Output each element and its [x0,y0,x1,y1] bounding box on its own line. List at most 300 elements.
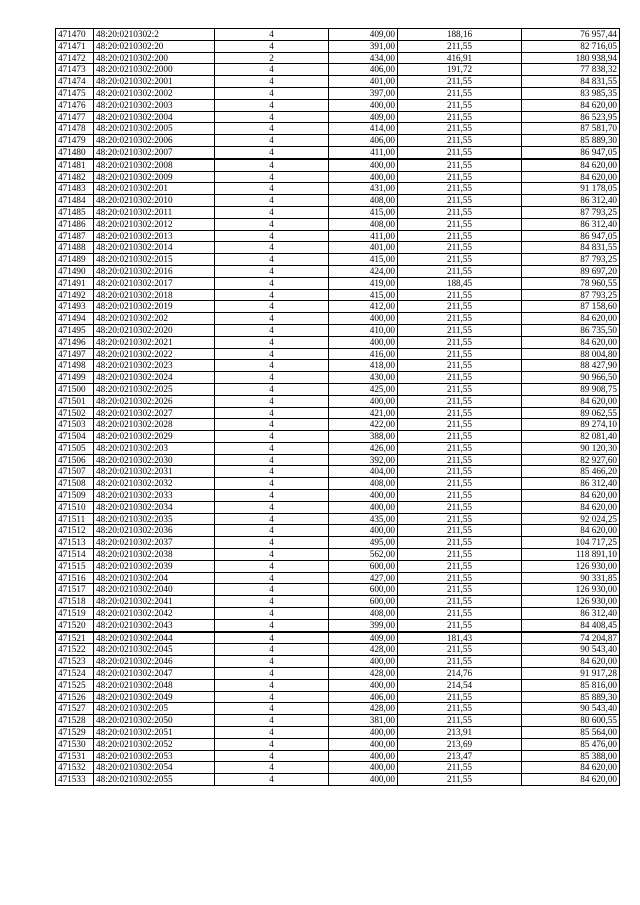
specific-value-cell: 181,43 [398,632,522,644]
specific-value-cell: 211,55 [398,76,522,88]
group-cell: 4 [215,431,329,443]
cadastral-number-cell: 48:20:0210302:2019 [94,301,215,313]
table-row [56,289,620,301]
row-number-cell: 471505 [56,442,94,454]
group-cell: 4 [215,230,329,242]
area-cell: 392,00 [329,454,398,466]
row-number-cell: 471504 [56,431,94,443]
cadastral-value-cell: 82 081,40 [522,431,620,443]
group-cell: 4 [215,501,329,513]
table-row [56,668,620,680]
cadastral-number-cell: 48:20:0210302:2006 [94,135,215,147]
cadastral-number-cell: 48:20:0210302:2053 [94,750,215,762]
table-row [56,466,620,478]
group-cell: 4 [215,715,329,727]
specific-value-cell: 211,55 [398,171,522,183]
area-cell: 409,00 [329,29,398,41]
group-cell: 4 [215,183,329,195]
group-cell: 4 [215,76,329,88]
specific-value-cell: 211,55 [398,584,522,596]
row-number-cell: 471526 [56,691,94,703]
cadastral-value-cell: 126 930,00 [522,560,620,572]
area-cell: 600,00 [329,596,398,608]
area-cell: 562,00 [329,549,398,561]
table-row [56,632,620,644]
table-row [56,762,620,774]
area-cell: 400,00 [329,762,398,774]
cadastral-value-cell: 85 476,00 [522,738,620,750]
row-number-cell: 471492 [56,289,94,301]
row-number-cell: 471496 [56,336,94,348]
specific-value-cell: 213,69 [398,738,522,750]
area-cell: 424,00 [329,265,398,277]
table-row [56,301,620,313]
cadastral-value-cell: 90 543,40 [522,644,620,656]
row-number-cell: 471532 [56,762,94,774]
row-number-cell: 471489 [56,254,94,266]
specific-value-cell: 211,55 [398,619,522,631]
table-row [56,336,620,348]
table-row [56,407,620,419]
area-cell: 411,00 [329,230,398,242]
cadastral-number-cell: 48:20:0210302:2040 [94,584,215,596]
cadastral-value-cell: 84 620,00 [522,774,620,786]
specific-value-cell: 211,55 [398,206,522,218]
cadastral-value-cell: 88 004,80 [522,348,620,360]
table-row [56,99,620,111]
group-cell: 4 [215,360,329,372]
area-cell: 404,00 [329,466,398,478]
table-row [56,738,620,750]
row-number-cell: 471480 [56,146,94,158]
cadastral-value-cell: 84 620,00 [522,99,620,111]
group-cell: 4 [215,549,329,561]
cadastral-number-cell: 48:20:0210302:2044 [94,632,215,644]
row-number-cell: 471474 [56,76,94,88]
row-number-cell: 471503 [56,419,94,431]
row-number-cell: 471525 [56,679,94,691]
group-cell: 4 [215,466,329,478]
specific-value-cell: 211,55 [398,348,522,360]
cadastral-number-cell: 48:20:0210302:200 [94,52,215,64]
cadastral-number-cell: 48:20:0210302:2041 [94,596,215,608]
group-cell: 4 [215,87,329,99]
cadastral-value-cell: 90 966,50 [522,372,620,384]
specific-value-cell: 211,55 [398,123,522,135]
area-cell: 400,00 [329,679,398,691]
cadastral-value-cell: 87 793,25 [522,206,620,218]
cadastral-number-cell: 48:20:0210302:2008 [94,159,215,171]
cadastral-value-cell: 80 600,55 [522,715,620,727]
specific-value-cell: 211,55 [398,691,522,703]
area-cell: 409,00 [329,632,398,644]
table-row [56,727,620,739]
table-row [56,584,620,596]
cadastral-value-cell: 90 331,85 [522,572,620,584]
area-cell: 391,00 [329,40,398,52]
area-cell: 411,00 [329,146,398,158]
row-number-cell: 471506 [56,454,94,466]
table-row [56,159,620,171]
row-number-cell: 471518 [56,596,94,608]
specific-value-cell: 211,55 [398,715,522,727]
group-cell: 4 [215,206,329,218]
cadastral-value-cell: 104 717,25 [522,537,620,549]
area-cell: 397,00 [329,87,398,99]
table-row [56,750,620,762]
cadastral-value-cell: 89 062,55 [522,407,620,419]
cadastral-value-cell: 82 716,05 [522,40,620,52]
cadastral-number-cell: 48:20:0210302:2047 [94,668,215,680]
group-cell: 4 [215,679,329,691]
table-row [56,596,620,608]
cadastral-number-cell: 48:20:0210302:2042 [94,608,215,620]
specific-value-cell: 188,45 [398,277,522,289]
row-number-cell: 471497 [56,348,94,360]
row-number-cell: 471530 [56,738,94,750]
area-cell: 408,00 [329,608,398,620]
row-number-cell: 471512 [56,525,94,537]
specific-value-cell: 211,55 [398,195,522,207]
cadastral-number-cell: 48:20:0210302:2032 [94,478,215,490]
cadastral-value-cell: 91 178,05 [522,183,620,195]
table-row [56,146,620,158]
table-row [56,537,620,549]
area-cell: 419,00 [329,277,398,289]
cadastral-value-cell: 84 620,00 [522,159,620,171]
cadastral-value-cell: 84 620,00 [522,656,620,668]
area-cell: 428,00 [329,703,398,715]
cadastral-number-cell: 48:20:0210302:2035 [94,513,215,525]
cadastral-value-cell: 84 831,55 [522,76,620,88]
row-number-cell: 471515 [56,560,94,572]
area-cell: 401,00 [329,242,398,254]
area-cell: 400,00 [329,738,398,750]
cadastral-number-cell: 48:20:0210302:2045 [94,644,215,656]
group-cell: 4 [215,242,329,254]
specific-value-cell: 211,55 [398,560,522,572]
area-cell: 400,00 [329,490,398,502]
cadastral-number-cell: 48:20:0210302:2009 [94,171,215,183]
row-number-cell: 471527 [56,703,94,715]
table-row [56,242,620,254]
cadastral-value-cell: 86 947,05 [522,230,620,242]
cadastral-number-cell: 48:20:0210302:20 [94,40,215,52]
cadastral-number-cell: 48:20:0210302:2001 [94,76,215,88]
specific-value-cell: 211,55 [398,442,522,454]
cadastral-value-cell: 86 735,50 [522,324,620,336]
group-cell: 2 [215,52,329,64]
group-cell: 4 [215,64,329,76]
group-cell: 4 [215,454,329,466]
specific-value-cell: 211,55 [398,383,522,395]
specific-value-cell: 211,55 [398,372,522,384]
cadastral-number-cell: 48:20:0210302:202 [94,313,215,325]
cadastral-number-cell: 48:20:0210302:2002 [94,87,215,99]
row-number-cell: 471520 [56,619,94,631]
row-number-cell: 471514 [56,549,94,561]
cadastral-number-cell: 48:20:0210302:2021 [94,336,215,348]
table-row [56,490,620,502]
cadastral-number-cell: 48:20:0210302:2034 [94,501,215,513]
row-number-cell: 471494 [56,313,94,325]
row-number-cell: 471482 [56,171,94,183]
area-cell: 434,00 [329,52,398,64]
cadastral-value-cell: 84 620,00 [522,525,620,537]
table-row [56,395,620,407]
area-cell: 495,00 [329,537,398,549]
row-number-cell: 471507 [56,466,94,478]
area-cell: 421,00 [329,407,398,419]
group-cell: 4 [215,313,329,325]
cadastral-value-cell: 89 697,20 [522,265,620,277]
row-number-cell: 471481 [56,159,94,171]
specific-value-cell: 211,55 [398,265,522,277]
row-number-cell: 471471 [56,40,94,52]
cadastral-number-cell: 48:20:0210302:2030 [94,454,215,466]
cadastral-value-table [55,28,620,786]
specific-value-cell: 211,55 [398,490,522,502]
row-number-cell: 471531 [56,750,94,762]
specific-value-cell: 213,91 [398,727,522,739]
group-cell: 4 [215,195,329,207]
cadastral-number-cell: 48:20:0210302:2052 [94,738,215,750]
specific-value-cell: 211,55 [398,230,522,242]
table-row [56,171,620,183]
table-row [56,478,620,490]
group-cell: 4 [215,572,329,584]
row-number-cell: 471490 [56,265,94,277]
cadastral-value-cell: 85 388,00 [522,750,620,762]
group-cell: 4 [215,407,329,419]
group-cell: 4 [215,537,329,549]
area-cell: 415,00 [329,206,398,218]
specific-value-cell: 211,55 [398,478,522,490]
cadastral-value-cell: 87 793,25 [522,254,620,266]
cadastral-number-cell: 48:20:0210302:2005 [94,123,215,135]
table-row [56,454,620,466]
group-cell: 4 [215,146,329,158]
area-cell: 406,00 [329,64,398,76]
cadastral-value-cell: 78 960,55 [522,277,620,289]
table-row [56,572,620,584]
cadastral-value-cell: 84 620,00 [522,336,620,348]
cadastral-number-cell: 48:20:0210302:2017 [94,277,215,289]
cadastral-number-cell: 48:20:0210302:2055 [94,774,215,786]
area-cell: 381,00 [329,715,398,727]
table-row [56,135,620,147]
group-cell: 4 [215,584,329,596]
table-row [56,265,620,277]
cadastral-value-cell: 87 581,70 [522,123,620,135]
area-cell: 408,00 [329,218,398,230]
cadastral-value-cell: 86 947,05 [522,146,620,158]
row-number-cell: 471516 [56,572,94,584]
cadastral-value-cell: 84 620,00 [522,490,620,502]
cadastral-value-cell: 90 543,40 [522,703,620,715]
cadastral-number-cell: 48:20:0210302:2003 [94,99,215,111]
specific-value-cell: 211,55 [398,774,522,786]
table-row [56,195,620,207]
table-row [56,501,620,513]
group-cell: 4 [215,525,329,537]
area-cell: 406,00 [329,691,398,703]
table-row [56,76,620,88]
row-number-cell: 471502 [56,407,94,419]
row-number-cell: 471473 [56,64,94,76]
cadastral-number-cell: 48:20:0210302:2 [94,29,215,41]
table-row [56,324,620,336]
row-number-cell: 471477 [56,111,94,123]
group-cell: 4 [215,490,329,502]
group-cell: 4 [215,750,329,762]
cadastral-number-cell: 48:20:0210302:2022 [94,348,215,360]
cadastral-value-cell: 87 158,60 [522,301,620,313]
group-cell: 4 [215,383,329,395]
area-cell: 431,00 [329,183,398,195]
area-cell: 406,00 [329,135,398,147]
cadastral-number-cell: 48:20:0210302:205 [94,703,215,715]
table-row [56,715,620,727]
table-body [56,29,620,786]
group-cell: 4 [215,419,329,431]
table-row [56,431,620,443]
row-number-cell: 471522 [56,644,94,656]
group-cell: 4 [215,135,329,147]
cadastral-number-cell: 48:20:0210302:2054 [94,762,215,774]
area-cell: 400,00 [329,750,398,762]
area-cell: 400,00 [329,774,398,786]
table-row [56,40,620,52]
area-cell: 425,00 [329,383,398,395]
specific-value-cell: 211,55 [398,644,522,656]
cadastral-number-cell: 48:20:0210302:2028 [94,419,215,431]
specific-value-cell: 211,55 [398,395,522,407]
area-cell: 415,00 [329,289,398,301]
area-cell: 430,00 [329,372,398,384]
area-cell: 400,00 [329,501,398,513]
table-row [56,372,620,384]
row-number-cell: 471484 [56,195,94,207]
row-number-cell: 471517 [56,584,94,596]
specific-value-cell: 211,55 [398,419,522,431]
cadastral-number-cell: 48:20:0210302:2007 [94,146,215,158]
specific-value-cell: 211,55 [398,218,522,230]
row-number-cell: 471487 [56,230,94,242]
cadastral-value-cell: 83 985,35 [522,87,620,99]
group-cell: 4 [215,372,329,384]
row-number-cell: 471491 [56,277,94,289]
row-number-cell: 471488 [56,242,94,254]
specific-value-cell: 211,55 [398,324,522,336]
cadastral-number-cell: 48:20:0210302:2037 [94,537,215,549]
cadastral-value-cell: 84 620,00 [522,171,620,183]
area-cell: 400,00 [329,99,398,111]
cadastral-number-cell: 48:20:0210302:201 [94,183,215,195]
cadastral-value-cell: 180 938,94 [522,52,620,64]
table-row [56,442,620,454]
area-cell: 422,00 [329,419,398,431]
cadastral-value-cell: 85 889,30 [522,135,620,147]
row-number-cell: 471501 [56,395,94,407]
table-row [56,774,620,786]
cadastral-number-cell: 48:20:0210302:2039 [94,560,215,572]
specific-value-cell: 191,72 [398,64,522,76]
cadastral-value-cell: 90 120,30 [522,442,620,454]
group-cell: 4 [215,159,329,171]
cadastral-value-cell: 82 927,60 [522,454,620,466]
row-number-cell: 471528 [56,715,94,727]
specific-value-cell: 211,55 [398,762,522,774]
group-cell: 4 [215,656,329,668]
group-cell: 4 [215,703,329,715]
cadastral-number-cell: 48:20:0210302:2013 [94,230,215,242]
specific-value-cell: 211,55 [398,99,522,111]
specific-value-cell: 211,55 [398,183,522,195]
specific-value-cell: 211,55 [398,301,522,313]
area-cell: 400,00 [329,525,398,537]
area-cell: 426,00 [329,442,398,454]
group-cell: 4 [215,596,329,608]
table-row [56,254,620,266]
group-cell: 4 [215,99,329,111]
group-cell: 4 [215,442,329,454]
group-cell: 4 [215,774,329,786]
cadastral-value-cell: 74 204,87 [522,632,620,644]
row-number-cell: 471498 [56,360,94,372]
group-cell: 4 [215,644,329,656]
specific-value-cell: 211,55 [398,289,522,301]
table-row [56,419,620,431]
group-cell: 4 [215,691,329,703]
area-cell: 418,00 [329,360,398,372]
cadastral-number-cell: 48:20:0210302:2051 [94,727,215,739]
area-cell: 400,00 [329,171,398,183]
cadastral-number-cell: 48:20:0210302:2049 [94,691,215,703]
area-cell: 400,00 [329,656,398,668]
table-row [56,656,620,668]
specific-value-cell: 211,55 [398,501,522,513]
group-cell: 4 [215,171,329,183]
cadastral-value-cell: 84 408,45 [522,619,620,631]
specific-value-cell: 211,55 [398,466,522,478]
area-cell: 399,00 [329,619,398,631]
area-cell: 400,00 [329,313,398,325]
row-number-cell: 471524 [56,668,94,680]
specific-value-cell: 211,55 [398,87,522,99]
group-cell: 4 [215,324,329,336]
table-row [56,703,620,715]
cadastral-number-cell: 48:20:0210302:2024 [94,372,215,384]
cadastral-value-cell: 89 274,10 [522,419,620,431]
area-cell: 409,00 [329,111,398,123]
row-number-cell: 471499 [56,372,94,384]
table-row [56,313,620,325]
cadastral-value-cell: 86 312,40 [522,195,620,207]
table-row [56,111,620,123]
row-number-cell: 471510 [56,501,94,513]
cadastral-value-cell: 84 620,00 [522,395,620,407]
cadastral-value-cell: 84 620,00 [522,313,620,325]
row-number-cell: 471513 [56,537,94,549]
area-cell: 428,00 [329,644,398,656]
area-cell: 410,00 [329,324,398,336]
cadastral-value-cell: 86 312,40 [522,218,620,230]
group-cell: 4 [215,218,329,230]
table-row [56,360,620,372]
cadastral-value-cell: 92 024,25 [522,513,620,525]
cadastral-value-cell: 85 816,00 [522,679,620,691]
